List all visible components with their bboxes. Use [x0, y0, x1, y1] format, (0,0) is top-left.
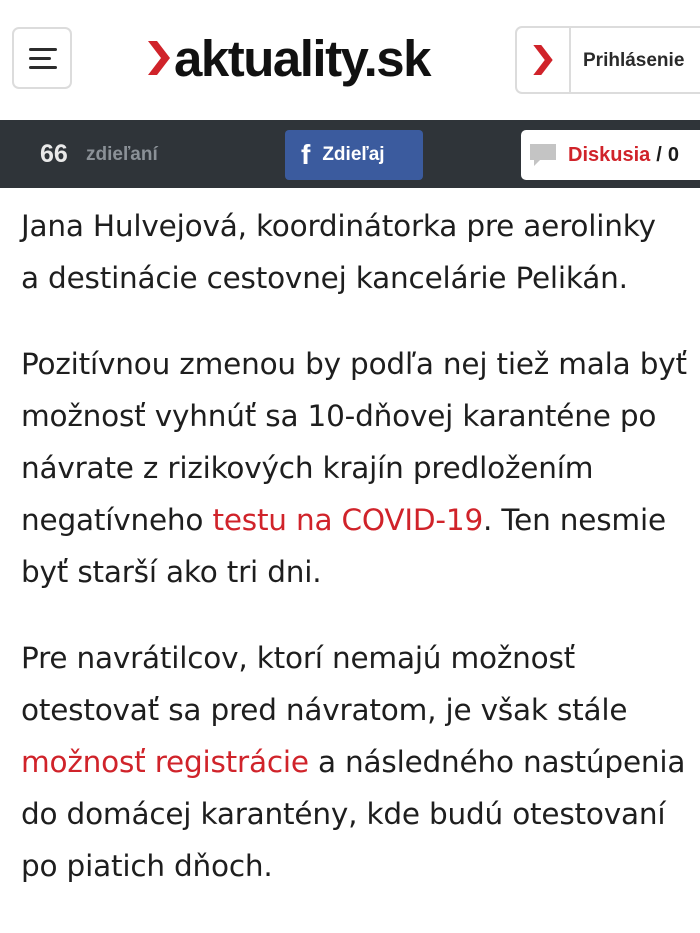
facebook-icon: f	[301, 139, 311, 170]
paragraph-text: Pre navrátilcov, ktorí nemajú možnosť otestovať sa pred návratom, je však stále	[21, 641, 628, 727]
menu-icon-bar	[29, 66, 57, 69]
paragraph-text: a následného nastúpenia do domácej karantény, kde budú otestovaní po piatich dňoch.	[21, 745, 686, 883]
covid-test-link[interactable]: testu na COVID-19	[212, 503, 484, 537]
share-count-label: zdieľaní	[86, 144, 158, 165]
article-paragraph	[21, 338, 700, 598]
menu-button[interactable]	[12, 27, 72, 89]
discussion-count: 0	[667, 143, 679, 166]
paragraph-text: Pozitívnou zmenou by podľa nej tiež mala byť možnosť vyhnúť sa 10-dňovej karanténe po návrate z rizikových krajín predložením negatívneho	[21, 347, 687, 537]
login-label: Prihlásenie	[583, 50, 685, 71]
login-button[interactable]	[515, 26, 700, 94]
facebook-share-label: Zdieľaj	[322, 144, 385, 165]
paragraph-line: Jana Hulvejová, koordinátorka pre aerolinky	[21, 209, 656, 243]
paragraph-line: a destinácie cestovnej kancelárie Pelikán.	[21, 261, 628, 295]
registration-link[interactable]: možnosť registrácie	[21, 745, 309, 779]
login-chevron-icon	[533, 45, 553, 75]
discussion-separator: /	[656, 143, 662, 166]
logo-text: aktuality.sk	[174, 29, 431, 87]
site-logo[interactable]	[148, 28, 430, 88]
discussion-label: Diskusia	[568, 143, 651, 166]
article-body	[21, 188, 700, 892]
share-bar	[0, 120, 700, 188]
facebook-share-button[interactable]	[285, 130, 423, 180]
logo-chevron-icon	[148, 41, 170, 75]
article-paragraph	[21, 632, 700, 892]
discussion-button[interactable]	[521, 130, 700, 180]
login-chevron-cell	[517, 28, 571, 92]
menu-icon-bar	[29, 57, 51, 60]
share-count: 66	[40, 140, 68, 168]
comment-bubble-icon	[530, 144, 556, 166]
paragraph-text: . Ten nesmie byť starší ako tri dni.	[21, 503, 666, 589]
menu-icon	[29, 48, 57, 51]
article-paragraph	[21, 200, 700, 304]
site-header	[0, 0, 700, 120]
